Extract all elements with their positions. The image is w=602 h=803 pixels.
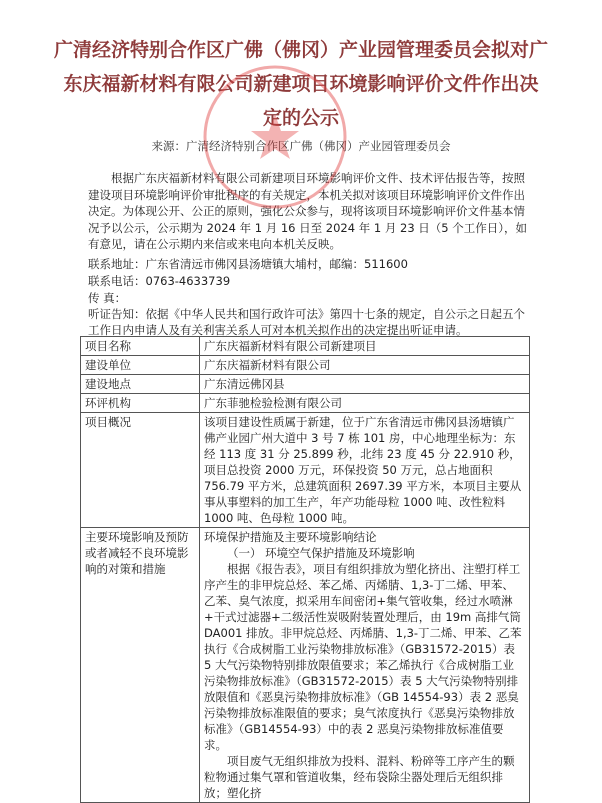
project-info-table — [80, 336, 530, 803]
row-value: 广东清远佛冈县 — [200, 375, 530, 394]
row-value: 广东庆福新材料有限公司新建项目 — [200, 337, 530, 356]
row-value: 广东菲驰检验检测有限公司 — [200, 394, 530, 413]
contact-phone: 联系电话：0763-4633739 — [88, 274, 231, 288]
table-row — [81, 528, 530, 803]
measures-label: 主要环境影响及预防或者减轻不良环境影响的对策和措施 — [81, 528, 200, 803]
row-value: 广东庆福新材料有限公司 — [200, 356, 530, 375]
table-row — [81, 356, 530, 375]
row-label: 环评机构 — [81, 394, 200, 413]
contact-address: 联系地址：广东省清远市佛冈县汤塘镇大埔村，邮编：511600 — [88, 257, 408, 271]
table-row — [81, 337, 530, 356]
page-title-line-1: 广清经济特别合作区广佛（佛冈）产业园管理委员会拟对广 — [53, 39, 548, 61]
table-row — [81, 394, 530, 413]
source-line: 来源：广清经济特别合作区广佛（佛冈）产业园管理委员会 — [151, 139, 451, 153]
measures-subheading: （一） 环境空气保护措施及环境影响 — [227, 546, 415, 560]
measures-paragraph-2: 项目废气无组织排放为投料、混料、粉碎等工序产生的颗粒物通过集气罩和管道收集，经布袋除尘器处理后无组织排放；塑化挤 — [204, 754, 515, 800]
table-row — [81, 413, 530, 528]
measures-heading: 环境保护措施及主要环境影响结论 — [204, 530, 377, 544]
intro-paragraph — [88, 170, 528, 253]
row-label: 项目概况 — [81, 413, 200, 528]
hearing-notice: 听证告知：依据《中华人民共和国行政许可法》第四十七条的规定，自公示之日起五个工作日内申请人及有关利害关系人可对本机关拟作出的决定提出听证申请。 — [88, 307, 525, 337]
row-value: 该项目建设性质属于新建，位于广东省清远市佛冈县汤塘镇广佛产业园广州大道中 3 号 7 栋 101 房，中心地理坐标为：东经 113 度 31 分 25.899 秒，北纬 23 度 45 分 22.910 秒，项目总投资 2000 万元，环保投资 50 万元，总占地面积 756.79 平方米，总建筑面积 2697.39 平方米，本项目主要从事从事塑料的加工生产，年产功能母粒 1000 吨、改性粒料 1000 吨、色母粒 1000 吨。 — [200, 413, 530, 528]
contact-fax: 传 真： — [88, 291, 127, 305]
page-title-line-2: 东庆福新材料有限公司新建项目环境影响评价文件作出决 — [63, 73, 539, 95]
measures-paragraph-1: 根据《报告表》，项目有组织排放为塑化挤出、注塑打样工序产生的非甲烷总烃、苯乙烯、丙烯腈、1,3-丁二烯、甲苯、乙苯、臭气浓度，拟采用车间密闭+集气管收集，经过水喷淋+干式过滤器+二级活性炭吸附装置处理后，由 19m 高排气筒 DA001 排放。非甲烷总烃、丙烯腈、1,3-丁二烯、甲苯、乙苯执行《合成树脂工业污染物排放标准》（GB31572-2015）表 5 大气污染物特别排放限值要求；苯乙烯执行《合成树脂工业污染物排放标准》（GB31572-2015）表 5 大气污染物特别排放限值和《恶臭污染物排放标准》（GB 14554-93）表 2 恶臭污染物排放标准限值的要求；臭气浓度执行《恶臭污染物排放标准》（GB14554-93）中的表 2 恶臭污染物排放标准值要求。 — [204, 562, 522, 752]
row-label: 建设单位 — [81, 356, 200, 375]
intro-text: 根据广东庆福新材料有限公司新建项目环境影响评价文件、技术评估报告等，按照建设项目环境影响评价审批程序的有关规定，本机关拟对该项目环境影响评价文件作出决定。为体现公开、公正的原则，强化公众参与，现将该项目环境影响评价文件基本情况予以公示，公示期为 2024 年 1 月 16 日至 2024 年 1 月 23 日（5 个工作日），如有意见，请在公示期内来信或来电向本机关反映。 — [88, 171, 528, 251]
row-label: 项目名称 — [81, 337, 200, 356]
measures-cell — [200, 528, 530, 803]
page-title-line-3: 定的公示 — [262, 107, 339, 129]
row-label: 建设地点 — [81, 375, 200, 394]
table-row — [81, 375, 530, 394]
